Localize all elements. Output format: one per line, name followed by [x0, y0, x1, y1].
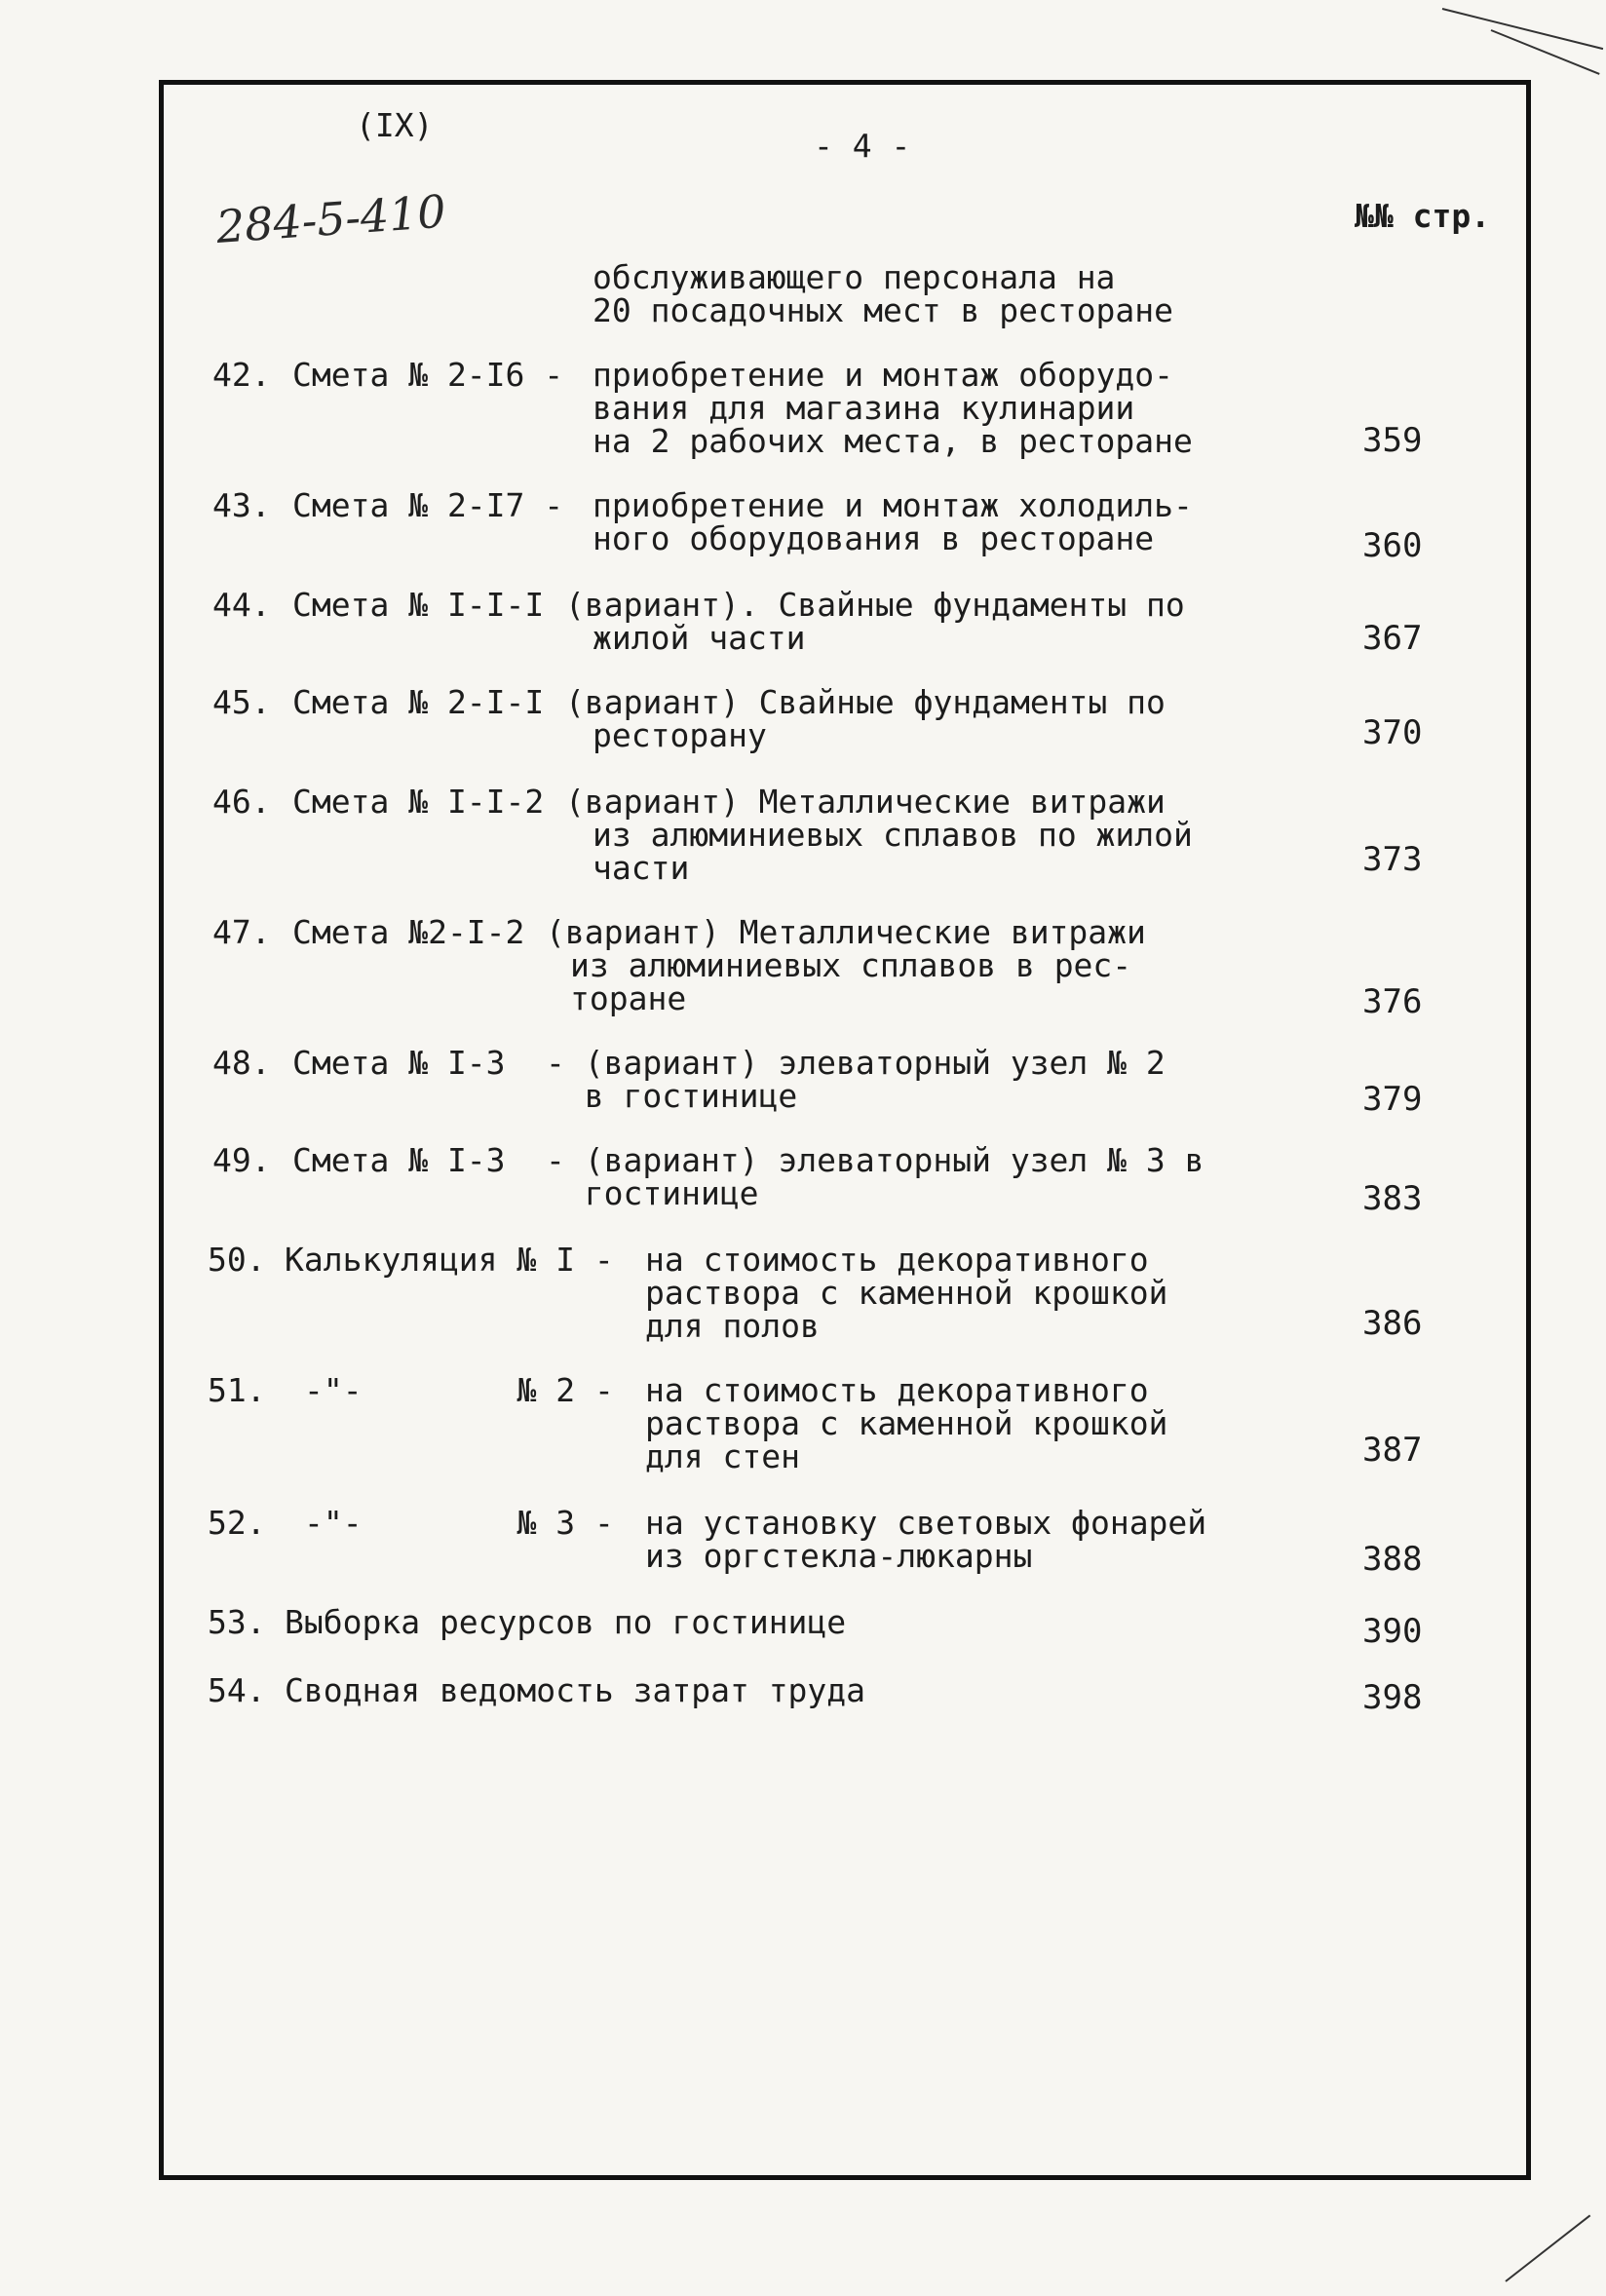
entry-number: 47. — [212, 913, 271, 951]
entry-label: Выборка ресурсов по гостинице — [285, 1603, 847, 1641]
entry-text: жилой части — [593, 619, 806, 657]
intro-line: обслуживающего персонала на — [593, 258, 1116, 296]
entry-text: для полов — [645, 1307, 820, 1345]
corner-scan-line — [1491, 29, 1600, 75]
entry-text: раствора с каменной крошкой — [645, 1274, 1168, 1312]
entry-text: на стоимость декоративного — [645, 1241, 1149, 1279]
entry-page: 359 — [1362, 421, 1423, 460]
intro-line: 20 посадочных мест в ресторане — [593, 291, 1174, 329]
entry-label: Смета № 2-I7 - — [292, 486, 564, 524]
entry-text: в гостинице — [546, 1077, 798, 1115]
entry-page: 388 — [1362, 1540, 1423, 1579]
entry-label: Смета № 2-I-I — [292, 683, 545, 721]
entry-page: 373 — [1362, 840, 1423, 879]
entry-number: 51. — [208, 1371, 266, 1409]
entry-label: Смета № I-I-2 — [292, 783, 545, 821]
entry-number: 54. — [208, 1671, 266, 1709]
pages-column-label: №№ стр. — [1355, 197, 1491, 235]
entry-text: из оргстекла-люкарны — [645, 1537, 1033, 1575]
entry-number: 53. — [208, 1603, 266, 1641]
entry-text: гостинице — [546, 1174, 759, 1212]
entry-text: ресторану — [593, 716, 767, 754]
entry-text: из алюминиевых сплавов в рес- — [570, 946, 1132, 984]
entry-number: 50. — [208, 1241, 266, 1279]
entry-label: Смета № I-3 — [292, 1044, 506, 1082]
entry-number: 48. — [212, 1044, 271, 1082]
entry-number: 49. — [212, 1141, 271, 1179]
entry-text: торане — [570, 979, 687, 1017]
entry-text: вания для магазина кулинарии — [593, 389, 1135, 427]
entry-page: 370 — [1362, 713, 1423, 752]
entry-page: 387 — [1362, 1431, 1423, 1470]
corner-scan-line — [1505, 2214, 1590, 2281]
entry-text: (вариант). Свайные фундаменты по — [565, 586, 1185, 624]
entry-text: из алюминиевых сплавов по жилой — [593, 816, 1193, 854]
entry-label: -"- № 3 - — [304, 1504, 614, 1542]
entry-page: 398 — [1362, 1678, 1423, 1717]
entry-page: 367 — [1362, 619, 1423, 658]
section-label: (IX) — [356, 106, 434, 144]
entry-page: 386 — [1362, 1304, 1423, 1343]
entry-number: 52. — [208, 1504, 266, 1542]
entry-label: -"- № 2 - — [304, 1371, 614, 1409]
entry-page: 390 — [1362, 1612, 1423, 1651]
entry-label: Сводная ведомость затрат труда — [285, 1671, 866, 1709]
entry-text: (вариант) Металлические витражи — [546, 913, 1146, 951]
handwritten-code: 284-5-410 — [214, 184, 448, 253]
page-number: - 4 - — [814, 127, 911, 165]
entry-number: 46. — [212, 783, 271, 821]
entry-text: ного оборудования в ресторане — [593, 519, 1155, 557]
entry-text: приобретение и монтаж холодиль- — [593, 486, 1193, 524]
entry-text: части — [593, 849, 690, 887]
entry-text: раствора с каменной крошкой — [645, 1404, 1168, 1442]
entry-number: 44. — [212, 586, 271, 624]
entry-number: 42. — [212, 356, 271, 394]
entry-label: Калькуляция № I - — [285, 1241, 614, 1279]
entry-page: 379 — [1362, 1080, 1423, 1119]
entry-text: на 2 рабочих места, в ресторане — [593, 422, 1193, 460]
entry-label: Смета №2-I-2 — [292, 913, 525, 951]
entry-text: для стен — [645, 1437, 800, 1475]
entry-label: Смета № I-3 — [292, 1141, 506, 1179]
entry-page: 360 — [1362, 526, 1423, 565]
entry-text: на установку световых фонарей — [645, 1504, 1207, 1542]
entry-text: (вариант) Свайные фундаменты по — [565, 683, 1166, 721]
entry-page: 383 — [1362, 1179, 1423, 1218]
entry-number: 45. — [212, 683, 271, 721]
entry-number: 43. — [212, 486, 271, 524]
entry-text: приобретение и монтаж оборудо- — [593, 356, 1174, 394]
entry-label: Смета № I-I-I — [292, 586, 545, 624]
entry-text: - (вариант) элеваторный узел № 2 — [546, 1044, 1166, 1082]
entry-text: - (вариант) элеваторный узел № 3 в — [546, 1141, 1204, 1179]
entry-text: на стоимость декоративного — [645, 1371, 1149, 1409]
entry-page: 376 — [1362, 982, 1423, 1021]
entry-text: (вариант) Металлические витражи — [565, 783, 1166, 821]
entry-label: Смета № 2-I6 - — [292, 356, 564, 394]
